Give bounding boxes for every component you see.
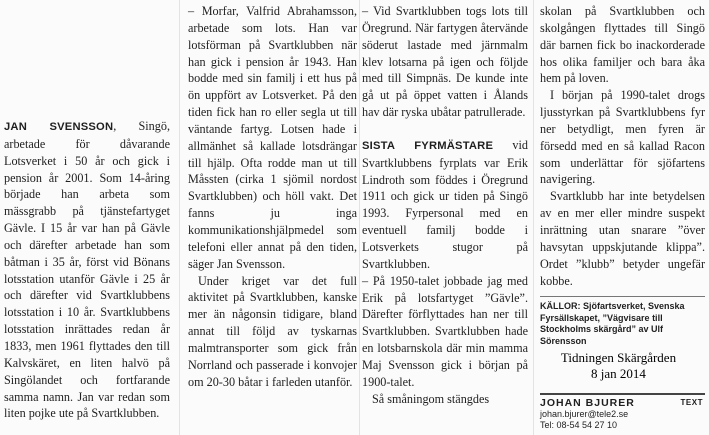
section-text: vid Svartklubbens fyrplats var Erik Lindroth som föddes i Öregrund 1911 och gick ur tiden på Singö 1993. Fyrpersonal med en eventuell familj bodde i Lotsverkets stugor på Svartklubben. <box>362 137 528 271</box>
school-paragraph: Så småningom stängdes <box>372 391 490 406</box>
byline <box>540 393 705 430</box>
pilot-paragraph: – Vid Svartklubben togs lots till Öregrund. När fartygen återvände söderut lastade med järnmalm klev lotsarna på igen och följde med till Simpnäs. De kunde inte gå ut på öppet vatten i Ålands hav där ryska ubåtar patrullerade. <box>362 4 528 120</box>
author-name: JOHAN BJURER <box>540 397 635 409</box>
school-continued-paragraph: skolan på Svartklubben och skolgången flyttades till Singö där barnen fick bo inackorderade hos olika familjer och bara åka hem på loven. <box>540 4 705 86</box>
handwritten-source-note <box>551 350 686 382</box>
article-column-3 <box>362 3 528 407</box>
sources-label: KÄLLOR: <box>540 301 581 311</box>
column-gutter <box>359 0 360 435</box>
byline-role-label: TEXT <box>680 398 703 407</box>
column-gutter <box>179 0 180 435</box>
column-gutter <box>533 0 534 435</box>
war-paragraph: Under kriget var det full aktivitet på Svartklubben, kanske mer än någonsin tidigare, bland annat till följd av tyskarnas malmtransporter som gick från Norrland och passerade i konvojer om 20-30 båtar i farleden utanför. <box>188 273 357 389</box>
source-publication: Tidningen Skärgården <box>560 350 677 365</box>
article-column-1 <box>4 118 170 422</box>
source-date: 8 jan 2014 <box>591 366 646 381</box>
sources-text: Sjöfartsverket, Svenska Fyrsällskapet, ”Vägvisare till Stockholms skärgård” av Ulf Sörensson <box>540 301 685 346</box>
article-column-4 <box>540 3 705 289</box>
fifties-paragraph: – På 1950-talet jobbade jag med Erik på lotsfartyget ”Gävle”. Därefter förflyttades han ner till Svartklubben. Svartklubben hade en lotsbarnskola där min mamma Maj Svensson gick i början på 1900-talet. <box>362 273 528 389</box>
article-column-2 <box>188 3 357 390</box>
lighthouse-paragraph: I början på 1990-talet drogs ljusstyrkan på Svartklubbens fyr ner betydligt, men fyren är försedd med en så kallad Racon som underlättar för sjöfartens navigering. <box>540 88 705 187</box>
intro-lead-name: JAN SVENSSON <box>4 121 114 133</box>
sources-box <box>540 296 705 347</box>
section-heading: SISTA FYRMÄSTARE <box>362 139 494 152</box>
intro-paragraph <box>4 118 170 422</box>
intro-text: , Singö, arbetade för dåvarande Lotsverket i 50 år och gick i pension år 2001. Som 14-åring började han arbeta som mässgrabb på tjänstefartyget Gävle. I 15 år var han på Gävle och därefter arbetade han som båtman i 35 år, först vid Bönans lotsstation utanför Gävle i 25 år och därefter vid Svartklubbens lotsstation i 10 år. Svartklubbens lotsstation inrättades redan år 1833, men 1961 flyttades den till Kalvskäret, en liten halvö på Singölandet och fortfarande samma namn. Jan var redan som liten pojke ute på Svartklubben. <box>4 119 170 421</box>
author-email: johan.bjurer@tele2.se <box>540 409 629 419</box>
name-meaning-paragraph: Svartklubb har inte betydelsen av en mer eller mindre suspekt inrättning utan snarare ”över havsytan uppskjutande klippa”. Ordet ”klubb” betyder ungefär kobbe. <box>540 189 705 288</box>
quote-paragraph: – Morfar, Valfrid Abrahamsson, arbetade som lots. Han var lotsförman på Svartklubben när han gick i pension år 1943. Han bodde med sin familj i ett hus på ön uppfört av Lotsverket. På den tiden fick han ro eller segla ut till väntande fartyg. Lotsen hade i allmänhet så kallade lotsdrängar till hjälp. Ofta rodde man ut till Måssten (cirka 1 sjömil nordost Svartklubben) och höll vakt. Det fanns ju inga kommunikationshjälpmedel som telefoni eller annat på den tiden, säger Jan Svensson. <box>188 4 357 271</box>
lighthouse-keeper-paragraph <box>362 137 528 273</box>
author-phone: Tel: 08-54 54 27 10 <box>540 419 618 430</box>
